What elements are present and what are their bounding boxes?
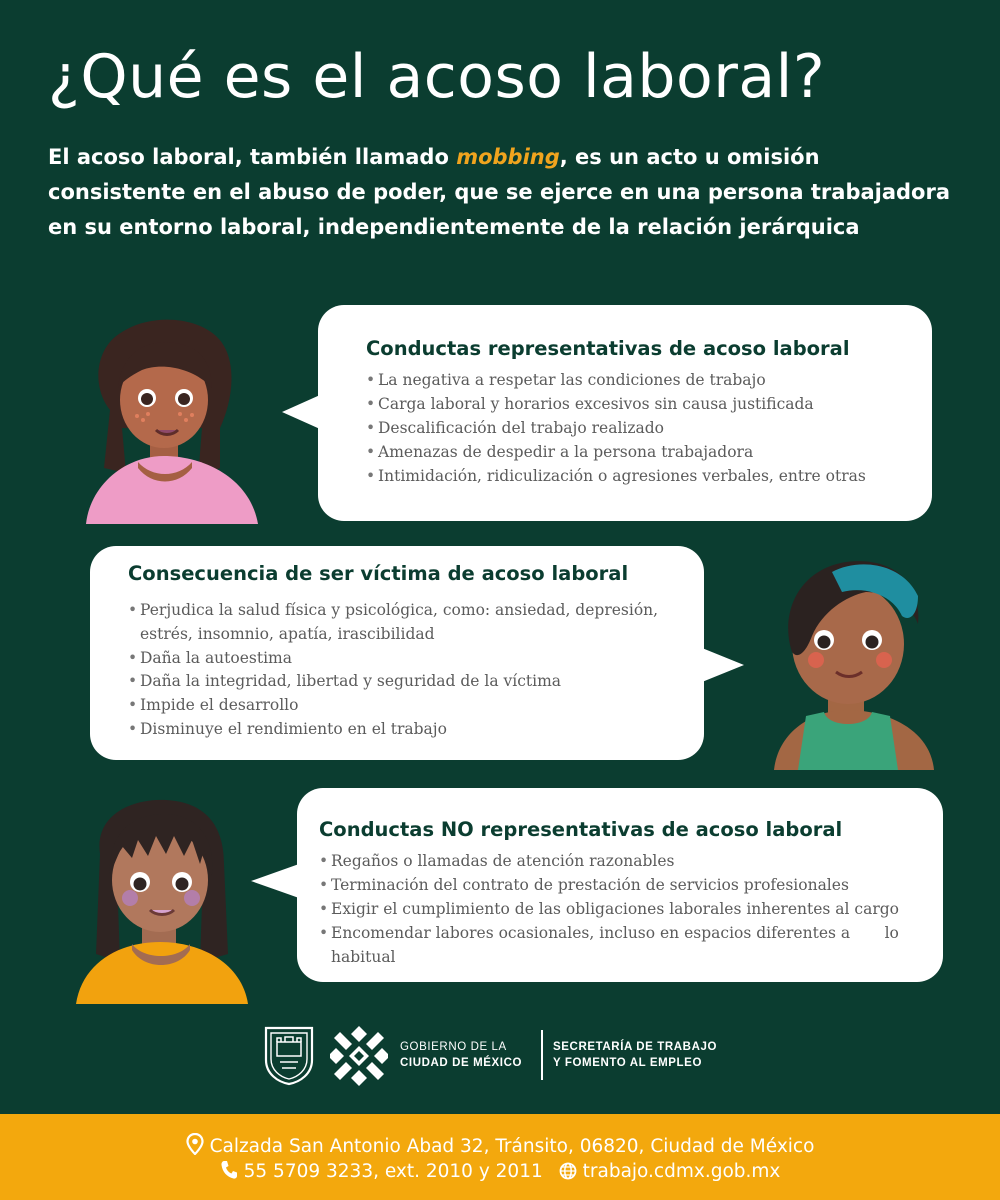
location-pin-icon [186, 1133, 204, 1155]
gov-line-1: GOBIERNO DE LA [400, 1041, 507, 1053]
list-item: • Daña la autoestima [128, 647, 674, 671]
section-heading-representative: Conductas representativas de acoso laboral [366, 337, 850, 360]
government-logos [262, 1024, 742, 1088]
intro-highlight: mobbing [456, 145, 560, 169]
footer-contact-row [0, 1160, 1000, 1182]
speech-bubble-tail [282, 395, 320, 429]
consequences-list [128, 599, 674, 742]
list-item: • Encomendar labores ocasionales, incluso en espacios diferentes a lo habitual [319, 921, 903, 969]
list-item: • Disminuye el rendimiento en el trabajo [128, 718, 674, 742]
footer-address-row [0, 1133, 1000, 1157]
globe-icon [559, 1162, 577, 1180]
sec-line-1: SECRETARÍA DE TRABAJO [553, 1041, 718, 1053]
footer-address: Calzada San Antonio Abad 32, Tránsito, 06820, Ciudad de México [209, 1136, 815, 1157]
gov-line-2: CIUDAD DE MÉXICO [400, 1057, 523, 1069]
logo-divider [541, 1030, 543, 1080]
coat-of-arms-icon [262, 1024, 316, 1086]
speech-bubble-tail [702, 648, 744, 682]
list-item: • Carga laboral y horarios excesivos sin causa justificada [366, 392, 932, 416]
list-item: • Descalificación del trabajo realizado [366, 416, 932, 440]
section-heading-non-representative: Conductas NO representativas de acoso laboral [319, 818, 843, 841]
sec-line-2: Y FOMENTO AL EMPLEO [553, 1057, 702, 1069]
intro-text-before: El acoso laboral, también llamado [48, 145, 457, 169]
woman-teal-headscarf-illustration [772, 556, 936, 770]
woman-pink-shirt-illustration [82, 318, 262, 524]
list-item: • Amenazas de despedir a la persona trabajadora [366, 440, 932, 464]
non-representative-conducts-bubble [297, 788, 943, 982]
representative-conducts-list [366, 368, 932, 488]
list-item: • Impide el desarrollo [128, 694, 674, 718]
woman-yellow-shirt-illustration [74, 794, 250, 1004]
intro-paragraph [48, 140, 958, 245]
list-item: • Exigir el cumplimiento de las obligaciones laborales inherentes al cargo [319, 897, 903, 921]
list-item: • Daña la integridad, libertad y seguridad de la víctima [128, 670, 674, 694]
page-title: ¿Qué es el acoso laboral? [48, 42, 826, 112]
government-logo-text [400, 1039, 522, 1071]
speech-bubble-tail [251, 864, 299, 898]
list-item: • Perjudica la salud física y psicológica, como: ansiedad, depresión, estrés, insomnio, apatía, irascibilidad [128, 599, 674, 647]
footer-bar [0, 1114, 1000, 1200]
non-representative-conducts-list [319, 849, 903, 969]
list-item: • Intimidación, ridiculización o agresiones verbales, entre otras [366, 464, 932, 488]
list-item: • Regaños o llamadas de atención razonables [319, 849, 903, 873]
intro-text-after: , es un acto u omisión consistente en el abuso de poder, que se ejerce en una persona trabajadora en su entorno laboral, independientemente de la relación jerárquica [48, 145, 951, 239]
footer-website-link[interactable]: trabajo.cdmx.gob.mx [582, 1161, 781, 1182]
list-item: • La negativa a respetar las condiciones de trabajo [366, 368, 932, 392]
consequences-bubble [90, 546, 704, 760]
section-heading-consequences: Consecuencia de ser víctima de acoso laboral [128, 562, 629, 585]
phone-icon [220, 1160, 238, 1180]
footer-phone: 55 5709 3233, ext. 2010 y 2011 [243, 1161, 543, 1182]
representative-conducts-bubble [318, 305, 932, 521]
cdmx-logo-icon [330, 1024, 388, 1088]
secretaria-logo-text [553, 1039, 717, 1071]
list-item: • Terminación del contrato de prestación de servicios profesionales [319, 873, 903, 897]
